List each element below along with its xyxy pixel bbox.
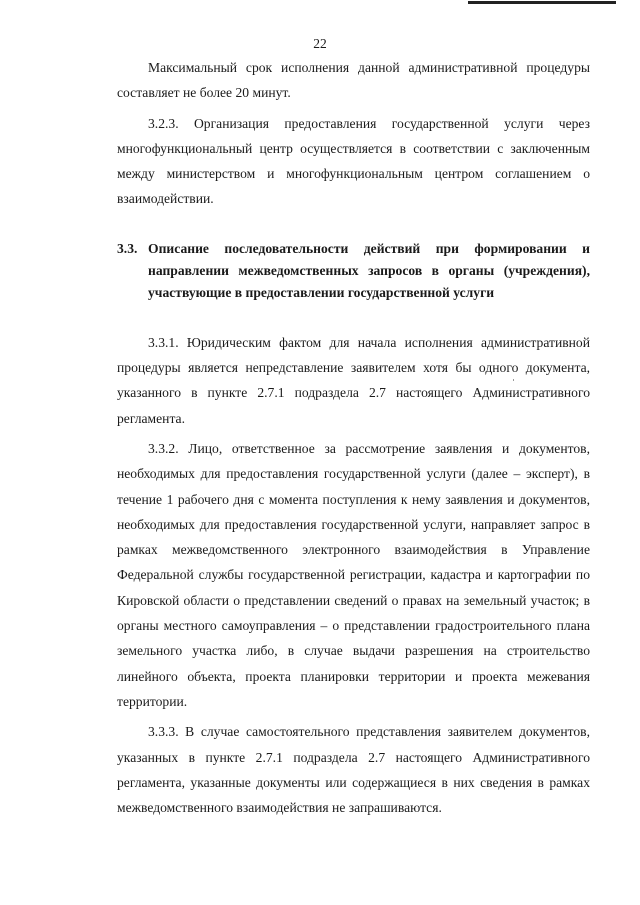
- section-number: 3.3.: [117, 240, 138, 256]
- paragraph-3-3-1: 3.3.1. Юридическим фактом для начала исполнения административной процедуры является непредставление заявителем хотя бы одного документа, указанного в пункте 2.7.1 подраздела 2.7 настоящего Административного регламента.: [117, 334, 590, 426]
- section-heading: [117, 238, 590, 304]
- page-number: 22: [313, 36, 327, 51]
- paragraph-3-2-3: 3.2.3. Организация предоставления государственной услуги через многофункциональный центр осуществляется в соответствии с заключенным между министерством и многофункциональным центром соглашением о взаимодействии.: [117, 115, 590, 207]
- paragraph-max-time: Максимальный срок исполнения данной административной процедуры составляет не более 20 минут.: [117, 60, 590, 101]
- section-title: Описание последовательности действий при формировании и направлении межведомственных запросов в органы (учреждения), участвующие в предоставлении государственной услуги: [148, 240, 590, 300]
- spacer: [117, 212, 590, 238]
- paragraph-3-3-2: 3.3.2. Лицо, ответственное за рассмотрение заявления и документов, необходимых для предоставления государственной услуги (далее – эксперт), в течение 1 рабочего дня с момента поступления к нему заявления и документов, необходимых для предоставления государственной услуги, направляет запрос в рамках межведомственного электронного взаимодействия в Управление Федеральной службы государственной регистрации, кадастра и картографии по Кировской области о представлении сведений о правах на земельный участок; в органы местного самоуправления – о представлении градостроительного плана земельного участка либо, в случае выдачи разрешения на строительство линейного объекта, проекта планировки территории и проекта межевания территории.: [117, 440, 590, 709]
- top-rule: [468, 1, 616, 4]
- document-body: [117, 55, 590, 820]
- spacer: [117, 304, 590, 330]
- paragraph-3-3-3: 3.3.3. В случае самостоятельного представления заявителем документов, указанных в пункте 2.7.1 подраздела 2.7 настоящего Административного регламента, указанные документы или содержащиеся в них сведения в рамках межведомственного взаимодействия не запрашиваются.: [117, 724, 590, 816]
- scan-speck: [513, 379, 514, 381]
